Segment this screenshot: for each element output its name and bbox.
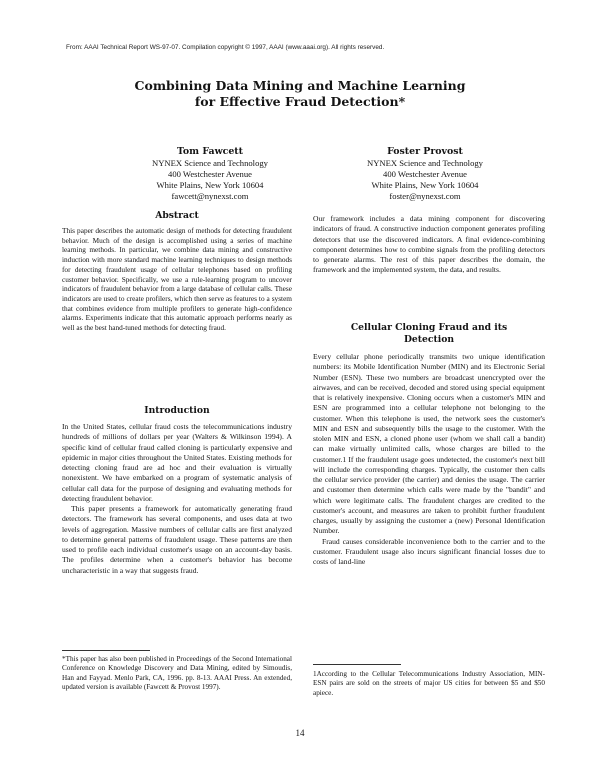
author-block-fawcett: [110, 146, 310, 202]
footnote-rule-right: [313, 664, 401, 665]
author-block-provost: [325, 146, 525, 202]
framework-intro: Our framework includes a data mining component for discovering indicators of fraud. A constructive induction component generates profiling detectors that use the discovered indicators. A final evidence-combining component determines how to combine signals from the profiling detectors to generate alarms. The rest of this paper describes the domain, the framework and the implemented system, the data, and results.: [313, 214, 545, 275]
author-city: White Plains, New York 10604: [371, 180, 479, 190]
paper-title: [80, 78, 520, 110]
cloning-paragraph-1: Every cellular phone periodically transmits two unique identification numbers: its Mobile Identification Number (MIN) and its Electronic Serial Number (ESN). These two numbers are broadcast unencrypted over the airwaves, and can be received, decoded and stored using special equipment that is relatively inexpensive. Cloning occurs when a customer's MIN and ESN are programmed into a cellular telephone not belonging to the customer. When this telephone is used, the network sees the customer's MIN and ESN and subsequently bills the usage to the customer. With the stolen MIN and ESN, a cloned phone user (whom we shall call a bandit) can make virtually unlimited calls, whose charges are billed to the customer.1 If the fraudulent usage goes undetected, the customer's next bill will include the corresponding charges. Typically, the customer then calls the cellular service provider (the carrier) and denies the usage. The carrier and customer then determine which calls were made by the "bandit" and which were legitimate calls. The fraudulent charges are credited to the customer's account, and measures are taken to prohibit further fraudulent charges, usually by assigning the customer a (new) Personal Identification Number.: [313, 352, 545, 536]
page-number: 14: [295, 728, 305, 738]
cloning-heading-line-1: Cellular Cloning Fraud and its: [350, 322, 508, 333]
footnote-1: 1According to the Cellular Telecommunications Industry Association, MIN-ESN pairs are sold on the streets of major US cities for between $5 and $50 apiece.: [313, 670, 545, 697]
cloning-heading: [313, 322, 545, 346]
abstract-text: This paper describes the automatic design of methods for detecting fraudulent behavior. Much of the design is accomplished using a series of machine learning methods. In particular, we combine data mining and constructive induction with more standard machine learning techniques to design methods for detecting fraudulent usage of cellular telephones based on profiling customer behavior. Specifically, we use a rule-learning program to uncover indicators of fraudulent behavior from a large database of cellular calls. These indicators are used to create profilers, which then serve as features to a system that combines evidence from multiple profilers to generate high-confidence alarms. Experiments indicate that this automatic approach performs nearly as well as the best hand-tuned methods for detecting fraud.: [62, 226, 292, 333]
footnote-star: *This paper has also been published in Proceedings of the Second International Conference on Knowledge Discovery and Data Mining, edited by Simoudis, Han and Fayyad. Menlo Park, CA, 1996. pp. 8-13. AAAI Press. An extended, updated version is available (Fawcett & Provost 1997).: [62, 655, 292, 691]
cloning-heading-line-2: Detection: [403, 334, 455, 345]
title-line-2: for Effective Fraud Detection*: [194, 94, 406, 109]
cloning-paragraph-2: Fraud causes considerable inconvenience both to the carrier and to the customer. Fraudulent usage also incurs significant financial losses due to costs of land-line: [313, 536, 545, 566]
introduction-heading: Introduction: [144, 405, 210, 416]
author-street: 400 Westchester Avenue: [383, 169, 467, 179]
author-org: NYNEX Science and Technology: [367, 158, 483, 168]
author-org: NYNEX Science and Technology: [152, 158, 268, 168]
title-line-1: Combining Data Mining and Machine Learning: [134, 78, 466, 93]
author-name: Tom Fawcett: [177, 146, 243, 157]
author-name: Foster Provost: [387, 146, 463, 157]
abstract-heading: Abstract: [155, 210, 199, 221]
footnote-rule-left: [62, 650, 150, 651]
author-city: White Plains, New York 10604: [156, 180, 264, 190]
cloning-section: [313, 322, 545, 567]
abstract-section: [62, 210, 292, 333]
author-street: 400 Westchester Avenue: [168, 169, 252, 179]
introduction-section: [62, 405, 292, 576]
introduction-paragraph-2: This paper presents a framework for automatically generating fraud detectors. The framework has several components, and uses data at two levels of aggregation. Massive numbers of cellular calls are first analyzed to determine general patterns of fraudulent usage. These patterns are then used to profile each individual customer's usage on an account-day basis. The profiles determine when a customer's behavior has become uncharacteristic in a way that suggests fraud.: [62, 504, 292, 575]
introduction-paragraph-1: In the United States, cellular fraud costs the telecommunications industry hundreds of millions of dollars per year (Walters & Wilkinson 1994). A specific kind of cellular fraud called cloning is particularly expensive and epidemic in major cities throughout the United States. Existing methods for detecting cloning fraud are ad hoc and their evaluation is virtually nonexistent. We have embarked on a program of systematic analysis of cellular call data for the purpose of designing and evaluating methods for detecting fraudulent behavior.: [62, 422, 292, 503]
author-email: foster@nynexst.com: [389, 191, 461, 201]
source-line: From: AAAI Technical Report WS-97-07. Compilation copyright © 1997, AAAI (www.aaai.org). All rights reserved.: [66, 44, 385, 51]
author-email: fawcett@nynexst.com: [171, 191, 249, 201]
